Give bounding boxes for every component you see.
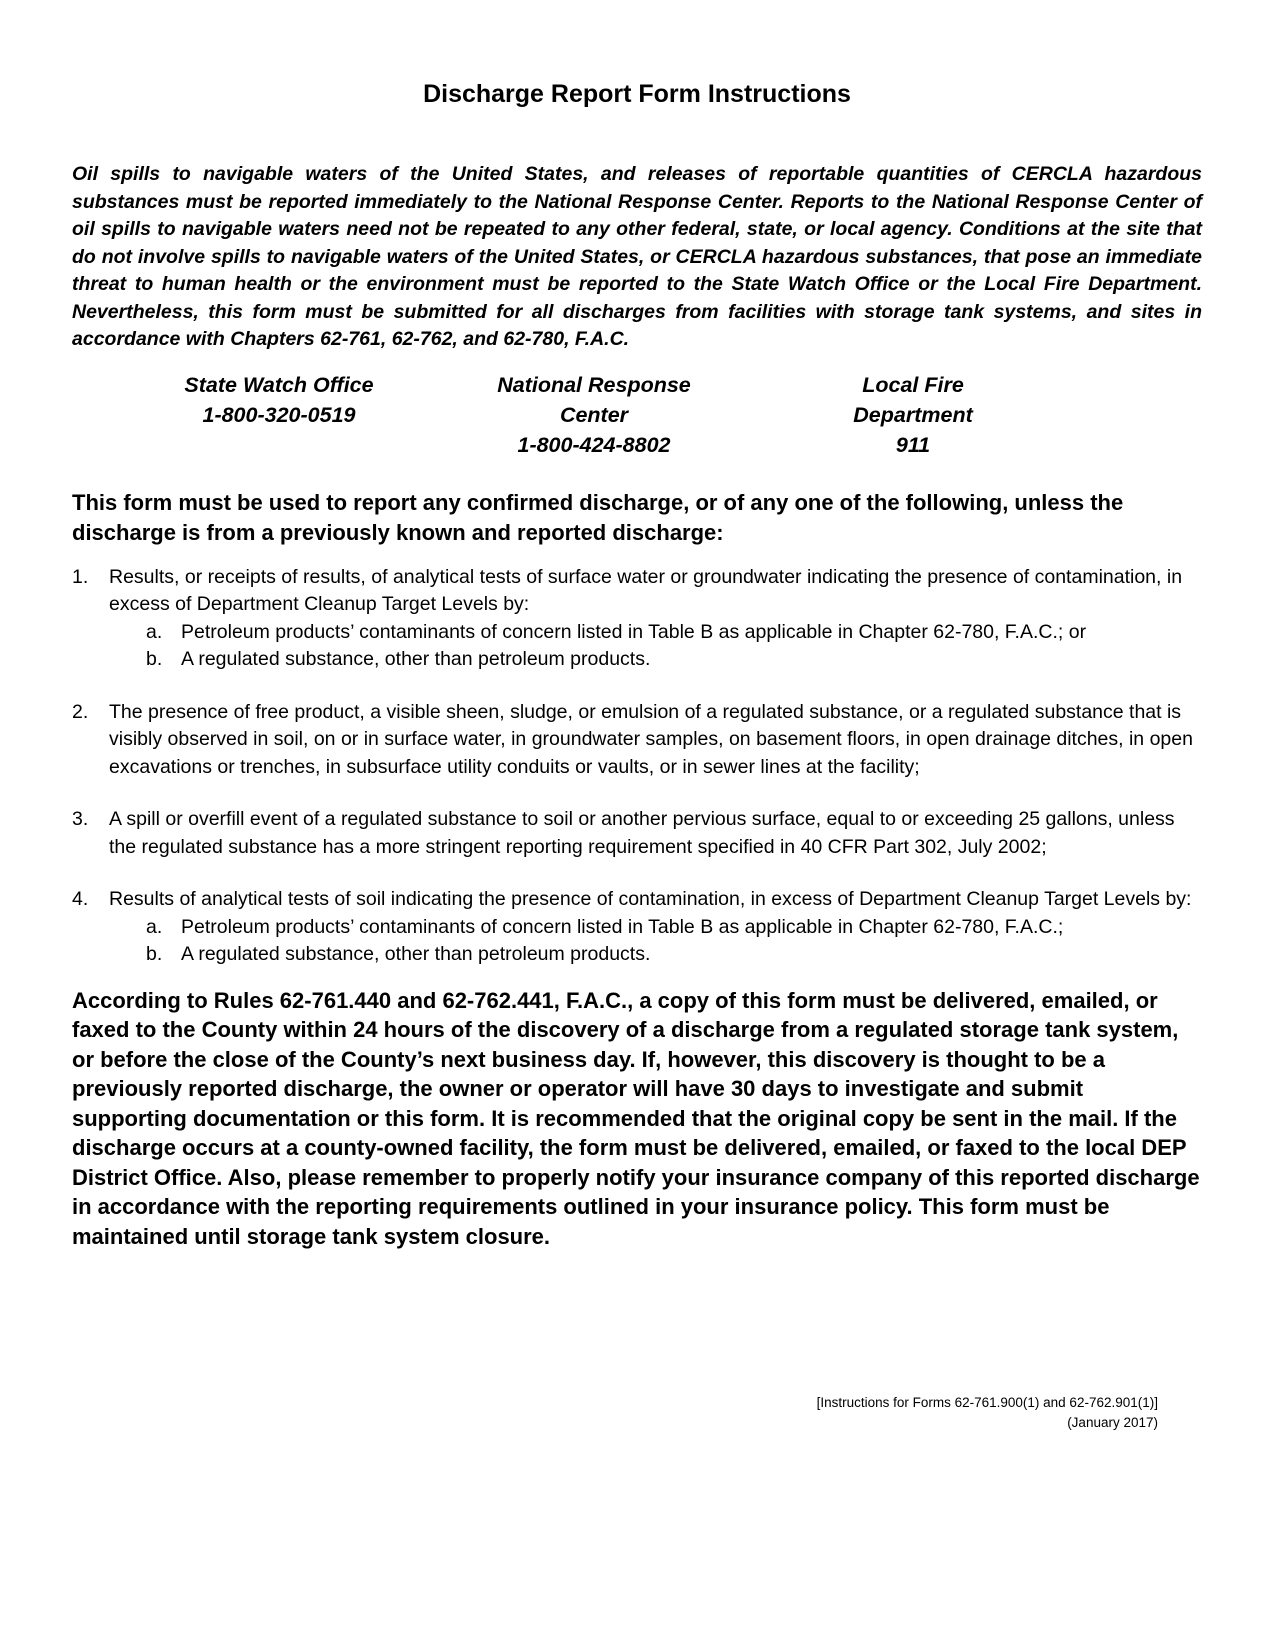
item-number: 2. [72,700,89,723]
contact-local-fire-department [802,370,1024,460]
sub-item-letter: b. [146,943,163,965]
sub-item-text: A regulated substance, other than petroleum products. [181,648,651,670]
contact-phone: 1-800-320-0519 [202,402,356,427]
list-item [72,699,1202,782]
requirements-list [72,564,1202,969]
contacts-block [72,370,1202,457]
footer-form-reference: [Instructions for Forms 62-761.900(1) and 62-762.901(1)] [816,1395,1158,1410]
list-item [72,886,1202,969]
contact-state-watch-office [179,370,379,430]
sub-item-letter: a. [146,915,163,938]
item-number: 3. [72,808,89,830]
footer-date: (January 2017) [1067,1415,1158,1430]
sub-list-item [109,619,1202,647]
item-number: 1. [72,565,89,588]
form-footer [817,1393,1158,1433]
sub-list [109,619,1202,674]
item-number: 4. [72,888,89,910]
lead-paragraph: This form must be used to report any confirmed discharge, or of any one of the following, unless the discharge is from a previously known and reported discharge: [72,489,1124,545]
page-title: Discharge Report Form Instructions [423,80,851,108]
contact-phone: 911 [895,432,931,457]
sub-item-letter: a. [146,620,163,643]
item-text: A spill or overfill event of a regulated substance to soil or another pervious surface, equal to or exceeding 25 gallons, unless the regulated substance has a more stringent reporting requirement specified in 40 CFR Part 302, July 2002; [109,808,1175,858]
item-text: The presence of free product, a visible sheen, sludge, or emulsion of a regulated substance, or a regulated substance that is visibly observed in soil, on or in surface water, in groundwater samples, on basement floors, in open drainage ditches, in open excavations or trenches, in subsurface utility conduits or vaults, or in sewer lines at the facility; [109,700,1193,778]
item-text: Results, or receipts of results, of analytical tests of surface water or groundwater indicating the presence of contamination, in excess of Department Cleanup Target Levels by: [109,565,1183,615]
contact-name: National Response Center [497,372,691,427]
item-text: Results of analytical tests of soil indicating the presence of contamination, in excess of Department Cleanup Target Levels by: [109,888,1192,910]
contact-name: Local Fire Department [853,372,973,427]
contact-phone: 1-800-424-8802 [517,432,671,457]
list-item [72,564,1202,674]
sub-item-text: Petroleum products’ contaminants of concern listed in Table B as applicable in Chapter 62-780, F.A.C.; [181,915,1064,938]
sub-item-letter: b. [146,648,163,670]
contact-name: State Watch Office [184,372,374,397]
sub-list-item [109,941,1202,969]
intro-paragraph: Oil spills to navigable waters of the United States, and releases of reportable quantities of CERCLA hazardous substances must be reported immediately to the National Response Center. Reports to the National Response Center of oil spills to navigable waters need not be repeated to any other federal, state, or local agency. Conditions at the site that do not involve spills to navigable waters of the United States, or CERCLA hazardous substances, that pose an immediate threat to human health or the environment must be reported to the State Watch Office or the Local Fire Department. Nevertheless, this form must be submitted for all discharges from facilities with storage tank systems, and sites in accordance with Chapters 62-761, 62-762, and 62-780, F.A.C. [72,163,1202,350]
document-page [72,80,1202,1251]
contact-national-response-center [464,370,724,460]
sub-item-text: Petroleum products’ contaminants of concern listed in Table B as applicable in Chapter 62-780, F.A.C.; or [181,620,1087,643]
list-item [72,806,1202,861]
closing-paragraph: According to Rules 62-761.440 and 62-762.441, F.A.C., a copy of this form must be delivered, emailed, or faxed to the County within 24 hours of the discovery of a discharge from a regulated storage tank system, or before the close of the County’s next business day. If, however, this discovery is thought to be a previously reported discharge, the owner or operator will have 30 days to investigate and submit supporting documentation or this form. It is recommended that the original copy be sent in the mail. If the discharge occurs at a county-owned facility, the form must be delivered, emailed, or faxed to the local DEP District Office. Also, please remember to properly notify your insurance company of this reported discharge in accordance with the reporting requirements outlined in your insurance policy. This form must be maintained until storage tank system closure. [72,987,1200,1249]
sub-list-item [109,914,1202,942]
sub-list-item [109,646,1202,674]
sub-list [109,914,1202,969]
sub-item-text: A regulated substance, other than petroleum products. [181,943,651,965]
